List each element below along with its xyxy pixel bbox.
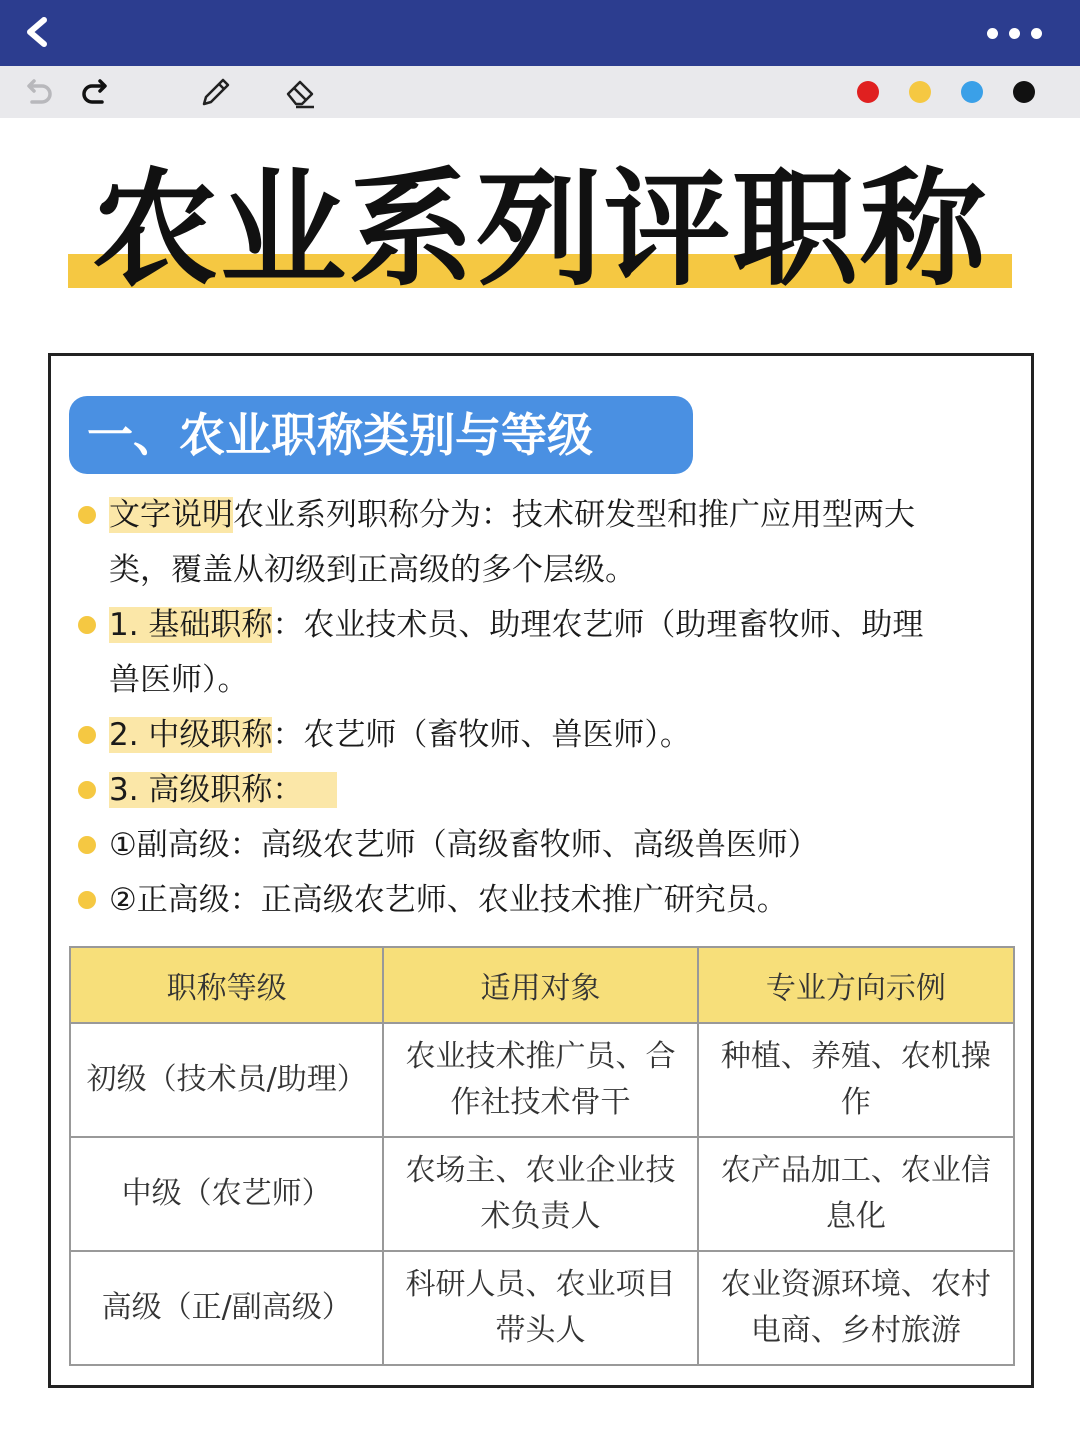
bullet-highlight: 1. 基础职称 <box>109 607 273 643</box>
top-bar <box>0 0 1080 66</box>
table-cell: 中级（农艺师） <box>70 1137 383 1251</box>
chevron-left-icon[interactable] <box>18 12 58 52</box>
table-row <box>70 1023 1014 1137</box>
black-color-swatch[interactable] <box>1013 81 1035 103</box>
section-heading: 一、农业职称类别与等级 <box>87 408 593 462</box>
title-levels-table <box>69 946 1015 1366</box>
bullet-dot <box>78 836 96 854</box>
pencil-icon[interactable] <box>198 74 234 110</box>
bullet-text: ：农艺师（畜牧师、兽医师）。 <box>272 717 691 753</box>
yellow-color-swatch[interactable] <box>909 81 931 103</box>
table-row <box>70 1137 1014 1251</box>
bullet-text-line2: 兽医师）。 <box>109 662 249 698</box>
bullet-dot <box>78 506 96 524</box>
table-cell: 农产品加工、农业信息化 <box>698 1137 1014 1251</box>
table-cell: 初级（技术员/助理） <box>70 1023 383 1137</box>
table-cell: 农业资源环境、农村电商、乡村旅游 <box>698 1251 1014 1365</box>
bullet-highlight: 文字说明 <box>109 497 233 533</box>
eraser-icon[interactable] <box>282 74 318 110</box>
more-dots-icon[interactable] <box>987 24 1042 42</box>
bullet-text: ①副高级：高级农艺师（高级畜牧师、高级兽医师） <box>109 827 819 863</box>
bullet-text-line2: 类，覆盖从初级到正高级的多个层级。 <box>109 552 636 588</box>
table-cell: 高级（正/副高级） <box>70 1251 383 1365</box>
red-color-swatch[interactable] <box>857 81 879 103</box>
bullet-dot <box>78 781 96 799</box>
section-heading-pill <box>69 396 693 474</box>
bullet-text: ：农业技术员、助理农艺师（助理畜牧师、助理 <box>272 607 924 643</box>
bullet-line <box>109 488 915 542</box>
bullet-highlight: 3. 高级职称： <box>109 772 337 808</box>
column-header: 专业方向示例 <box>698 947 1014 1023</box>
content-card <box>48 353 1034 1388</box>
table-cell: 农场主、农业企业技术负责人 <box>383 1137 697 1251</box>
table-cell: 农业技术推广员、合作社技术骨干 <box>383 1023 697 1137</box>
table-row <box>70 1251 1014 1365</box>
title-block <box>68 156 1012 303</box>
table-header-row <box>70 947 1014 1023</box>
bullet-line <box>109 763 337 817</box>
column-header: 适用对象 <box>383 947 697 1023</box>
undo-icon[interactable] <box>20 74 56 110</box>
table-cell: 科研人员、农业项目带头人 <box>383 1251 697 1365</box>
bullet-line <box>109 708 691 762</box>
redo-icon[interactable] <box>78 74 114 110</box>
blue-color-swatch[interactable] <box>961 81 983 103</box>
bullet-text: ②正高级：正高级农艺师、农业技术推广研究员。 <box>109 882 788 918</box>
table-cell: 种植、养殖、农机操作 <box>698 1023 1014 1137</box>
bullet-line <box>109 598 923 652</box>
bullet-highlight: 2. 中级职称 <box>109 717 273 753</box>
page-title: 农业系列评职称 <box>92 156 988 303</box>
bullet-text: 农业系列职称分为：技术研发型和推广应用型两大 <box>233 497 915 533</box>
bullet-dot <box>78 726 96 744</box>
bullet-dot <box>78 891 96 909</box>
column-header: 职称等级 <box>70 947 383 1023</box>
bullet-dot <box>78 616 96 634</box>
